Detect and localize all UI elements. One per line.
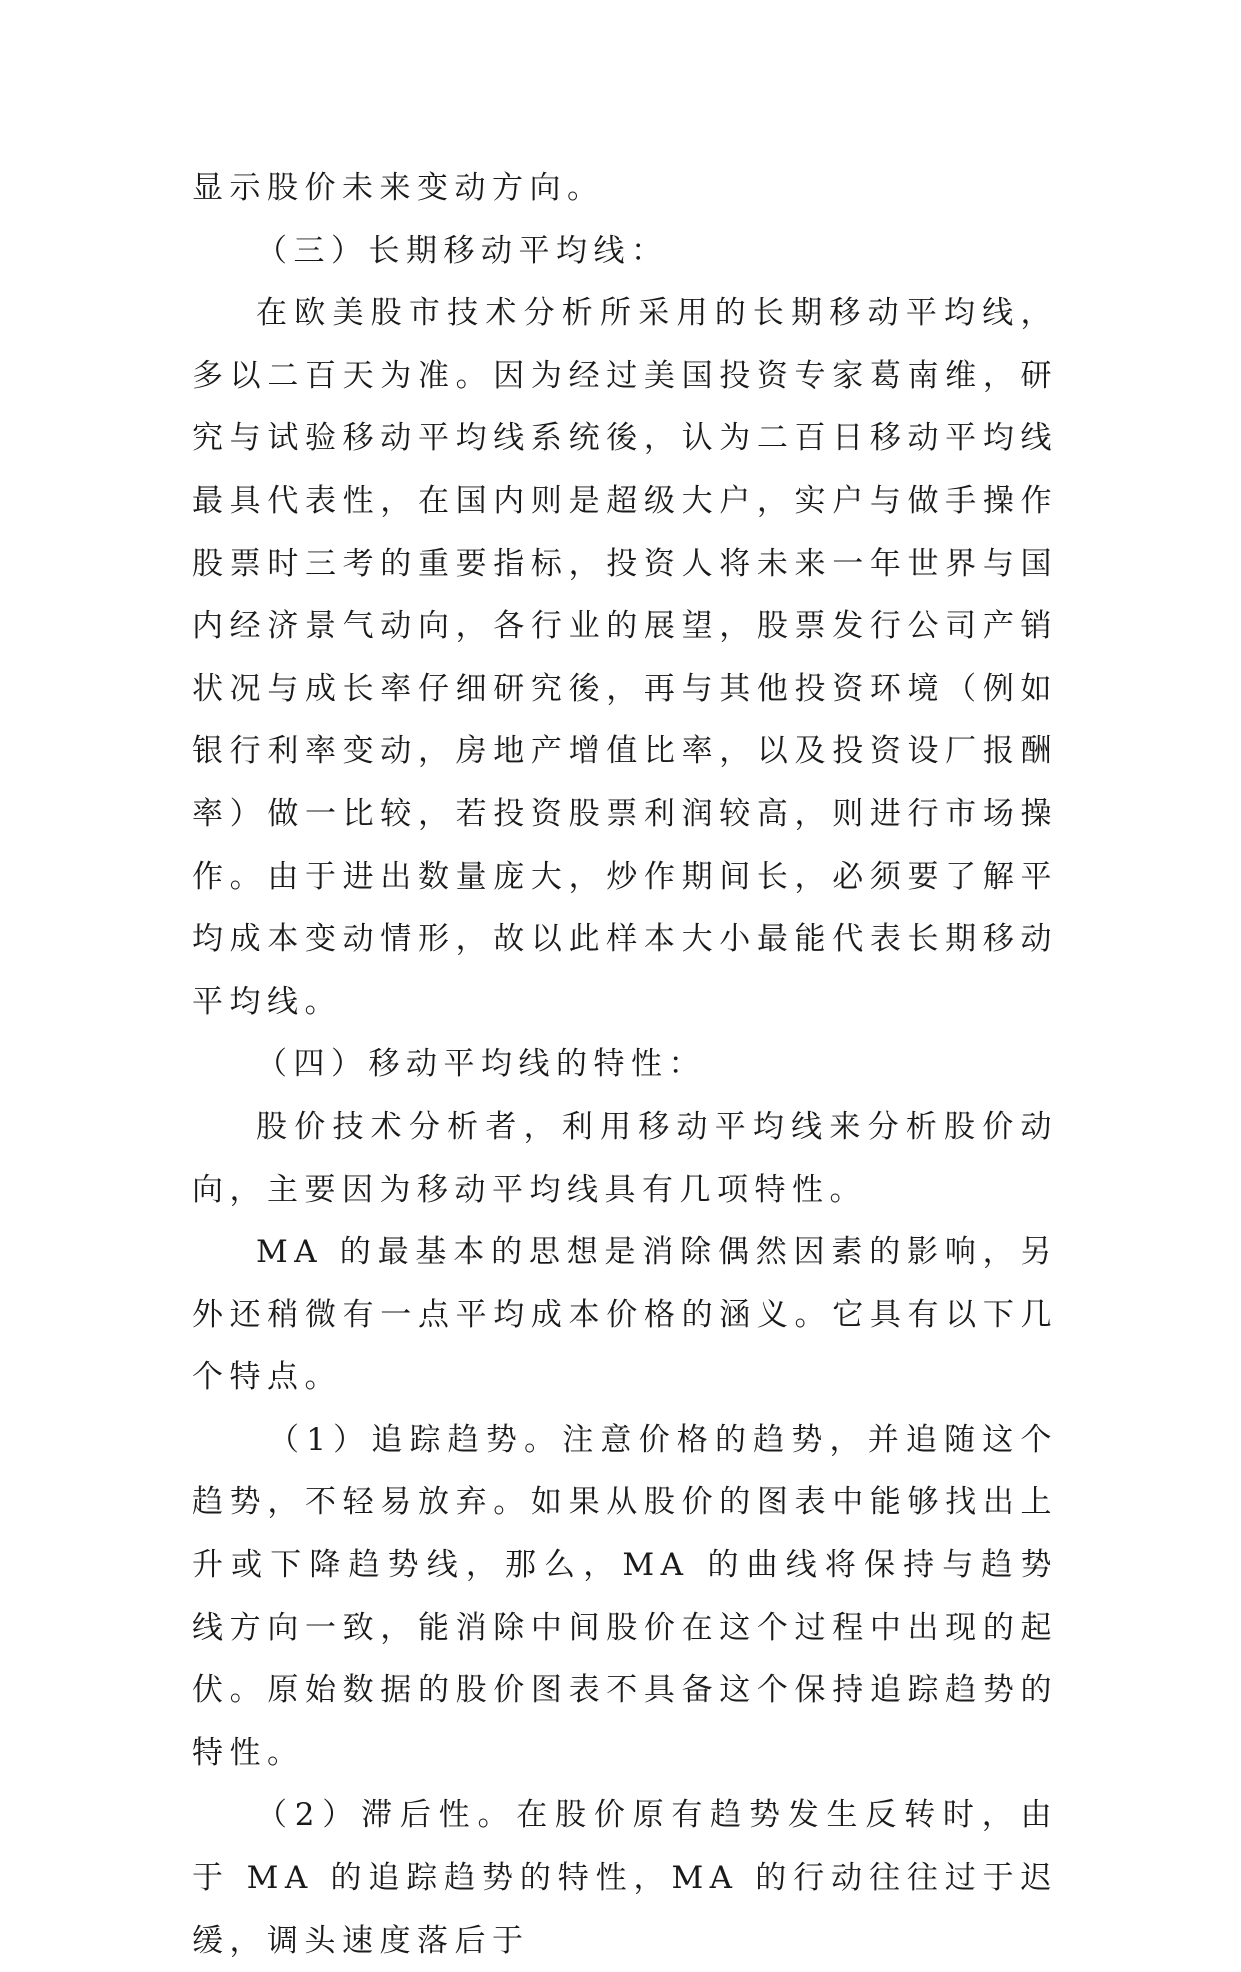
paragraph-long-term-ma: 在欧美股市技术分析所采用的长期移动平均线，多以二百天为准。因为经过美国投资专家葛南维，研究与试验移动平均线系统後，认为二百日移动平均线最具代表性，在国内则是超级大户，实户与做手操作股票时三考的重要指标，投资人将未来一年世界与国内经济景气动向，各行业的展望，股票发行公司产销状况与成长率仔细研究後，再与其他投资环境（例如银行利率变动，房地产增值比率，以及投资设厂报酬率）做一比较，若投资股票利润较高，则进行市场操作。由于进出数量庞大，炒作期间长，必须要了解平均成本变动情形，故以此样本大小最能代表长期移动平均线。 [192, 295, 1058, 1020]
paragraph-lag: （2）滞后性。在股价原有趋势发生反转时，由于 MA 的追踪趋势的特性，MA 的行动往往过于迟缓，调头速度落后于 [192, 1797, 1058, 1959]
section-heading-long-term-ma: （三）长期移动平均线： [256, 232, 669, 269]
paragraph-continuation: 显示股价未来变动方向。 [192, 170, 605, 206]
paragraph-ma-basic-idea: MA 的最基本的思想是消除偶然因素的影响，另外还稍微有一点平均成本价格的涵义。它具有以下几个特点。 [192, 1234, 1058, 1396]
section-heading-ma-characteristics: （四）移动平均线的特性： [256, 1046, 706, 1083]
paragraph-ma-characteristics-intro: 股价技术分析者，利用移动平均线来分析股价动向，主要因为移动平均线具有几项特性。 [192, 1108, 1058, 1208]
document-body [192, 157, 1058, 1972]
paragraph-trend-following: （1）追踪趋势。注意价格的趋势，并追随这个趋势，不轻易放弃。如果从股价的图表中能够找出上升或下降趋势线，那么，MA 的曲线将保持与趋势线方向一致，能消除中间股价在这个过程中出现的起伏。原始数据的股价图表不具备这个保持追踪趋势的特性。 [192, 1421, 1058, 1771]
